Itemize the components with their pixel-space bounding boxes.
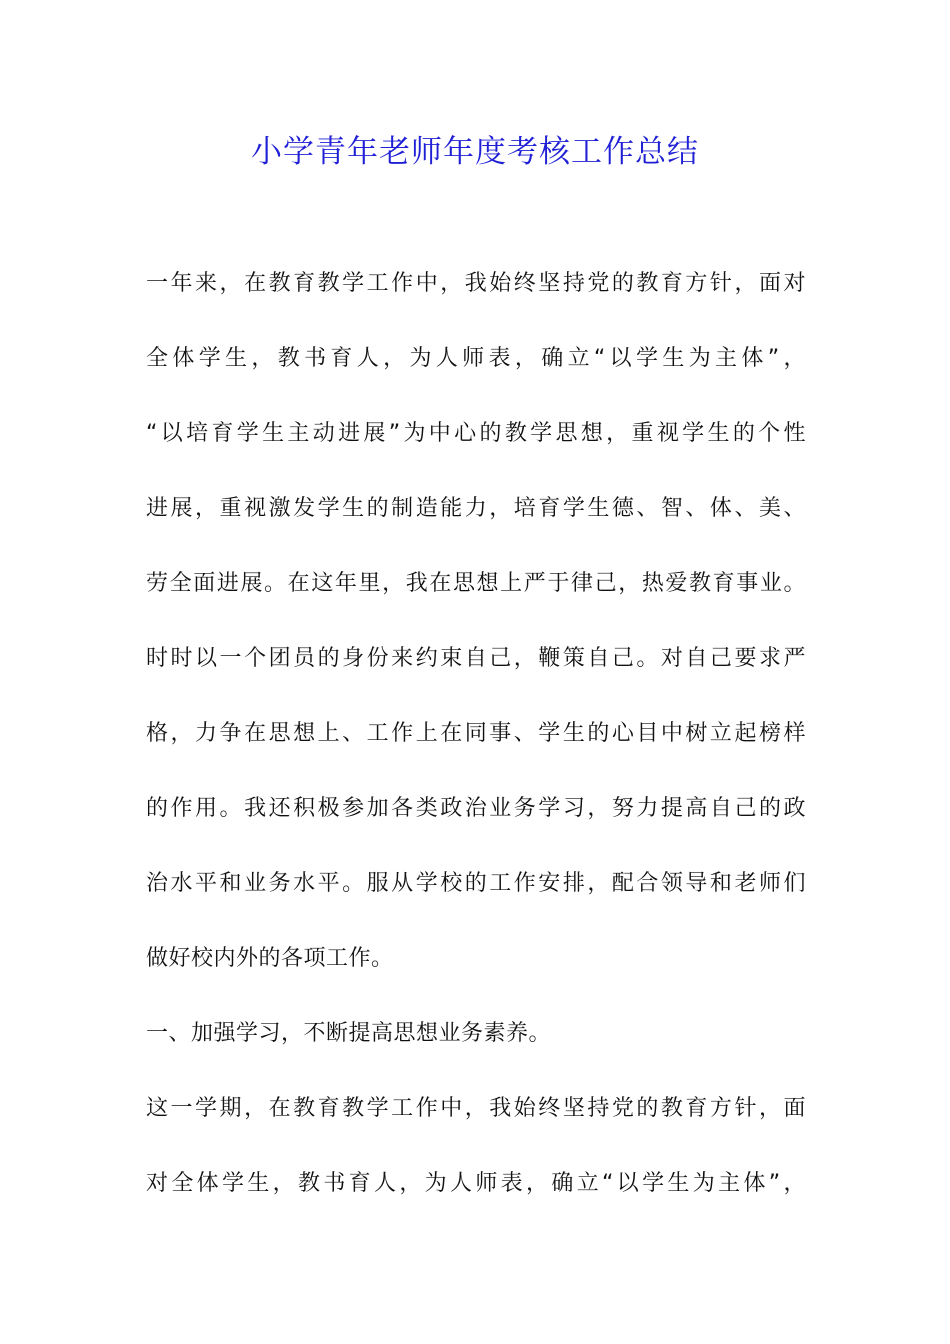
section-heading: 一、加强学习，不断提高思想业务素养。 — [146, 1021, 552, 1046]
body-line-10: 做好校内外的各项工作。 — [146, 946, 394, 971]
body-line-3: “以培育学生主动进展”为中心的教学思想，重视学生的个性 — [146, 421, 806, 446]
body-line-4: 进展，重视激发学生的制造能力，培育学生德、智、体、美、 — [146, 496, 806, 521]
document-body — [146, 264, 826, 1239]
body-line-13: 对全体学生，教书育人，为人师表，确立“以学生为主体”， — [146, 1171, 806, 1196]
body-line-2: 全体学生，教书育人，为人师表，确立“以学生为主体”， — [146, 346, 806, 371]
body-line-6: 时时以一个团员的身份来约束自己，鞭策自己。对自己要求严 — [146, 646, 806, 671]
body-line-12: 这一学期，在教育教学工作中，我始终坚持党的教育方针，面 — [146, 1096, 806, 1121]
body-line-7: 格，力争在思想上、工作上在同事、学生的心目中树立起榜样 — [146, 721, 806, 746]
body-line-1: 一年来，在教育教学工作中，我始终坚持党的教育方针，面对 — [146, 271, 806, 296]
body-line-9: 治水平和业务水平。服从学校的工作安排，配合领导和老师们 — [146, 871, 806, 896]
document-title: 小学青年老师年度考核工作总结 — [251, 134, 699, 170]
body-line-5: 劳全面进展。在这年里，我在思想上严于律己，热爱教育事业。 — [146, 571, 806, 596]
body-line-8: 的作用。我还积极参加各类政治业务学习，努力提高自己的政 — [146, 796, 806, 821]
